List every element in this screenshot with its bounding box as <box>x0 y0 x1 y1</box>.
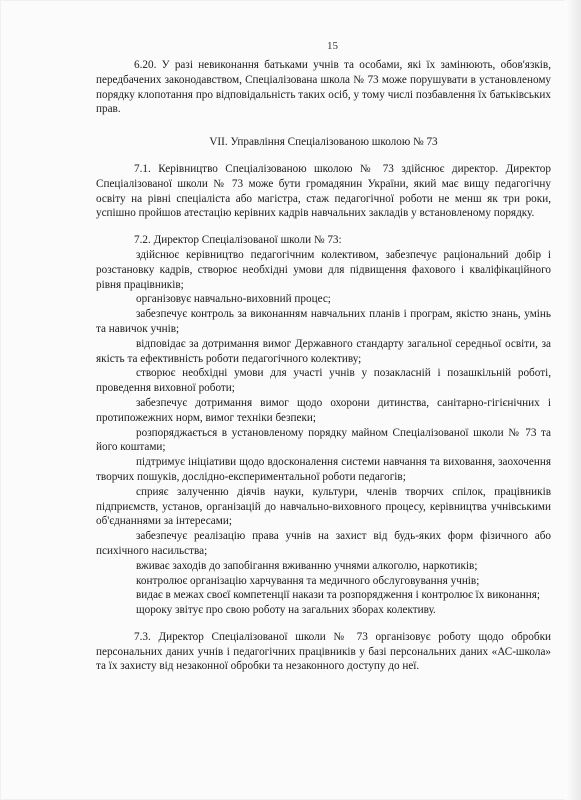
duty-item: розпоряджається в установленому порядку майном Спеціалізованої школи № 73 та його коштами; <box>96 426 551 454</box>
duty-item: щороку звітує про свою роботу на загальних зборах колективу. <box>136 604 436 617</box>
duty-item: створює необхідні умови для участі учнів у позакласній і позашкільній роботі, проведення виховної роботи; <box>96 367 551 395</box>
duty-item: здійснює керівництво педагогічним колективом, забезпечує раціональний добір і розстановку кадрів, створює необхідні умови для підвищення фахового і кваліфікаційного рівня працівників; <box>96 248 551 291</box>
duty-item: видає в межах своєї компетенції накази та розпорядження і контролює їх виконання; <box>136 589 540 602</box>
duty-item: підтримує ініціативи щодо вдосконалення системи навчання та виховання, заохочення творчих пошуків, дослідно-експериментальної роботи педагогів; <box>96 456 551 483</box>
duty-item: забезпечує реалізацію права учнів на захист від будь-яких форм фізичного або психічного насильства; <box>96 530 551 557</box>
page-edge-shadow <box>565 0 581 800</box>
paragraph-7-3: 7.3. Директор Спеціалізованої школи № 73 організовує роботу щодо обробки персональних даних учнів і педагогічних працівників у базі персональних даних «АС-школа» та їх захисту від незаконної обробки та незаконного доступу до неї. <box>96 630 551 673</box>
duty-item: вживає заходів до запобігання вживанню учнями алкоголю, наркотиків; <box>136 559 478 572</box>
paragraph-6-20: 6.20. У разі невиконання батьками учнів та особами, які їх замінюють, обов'язків, передбачених законодавством, Спеціалізована школа № 73 може порушувати в установленому порядку клопотання про відповідальність таких осіб, у тому числі позбавлення їх батьківських прав. <box>96 59 551 116</box>
paragraph-7-2: 7.2. Директор Спеціалізованої школи № 73: <box>134 234 342 247</box>
duty-item: організовує навчально-виховний процес; <box>136 293 331 306</box>
duty-item: контролює організацію харчування та медичного обслуговування учнів; <box>136 574 480 587</box>
page-number: 15 <box>327 40 338 52</box>
duty-item: сприяє залученню діячів науки, культури, членів творчих спілок, працівників підприємств, установ, організацій до навчально-виховного процесу, керівництва учнівськими об'єднаннями за інтересами; <box>96 485 551 528</box>
section-heading: VII. Управління Спеціалізованою школою № 73 <box>209 136 438 149</box>
duty-item: забезпечує контроль за виконанням навчальних планів і програм, якістю знань, умінь та навичок учнів; <box>96 308 551 335</box>
duty-item: забезпечує дотримання вимог щодо охорони дитинства, санітарно-гігієнічних і протипожежних норм, вимог техніки безпеки; <box>96 396 551 424</box>
duty-item: відповідає за дотримання вимог Державного стандарту загальної середньої освіти, за якість та ефективність роботи педагогічного колективу; <box>96 337 551 365</box>
paragraph-7-1: 7.1. Керівництво Спеціалізованою школою № 73 здійснює директор. Директор Спеціалізованої школи № 73 може бути громадянин України, який має вищу педагогічну освіту на рівні спеціаліста або магістра, стаж педагогічної роботи не менш як три роки, успішно пройшов атестацію керівних кадрів навчальних закладів у встановленому порядку. <box>96 162 551 220</box>
document-body <box>96 58 551 674</box>
